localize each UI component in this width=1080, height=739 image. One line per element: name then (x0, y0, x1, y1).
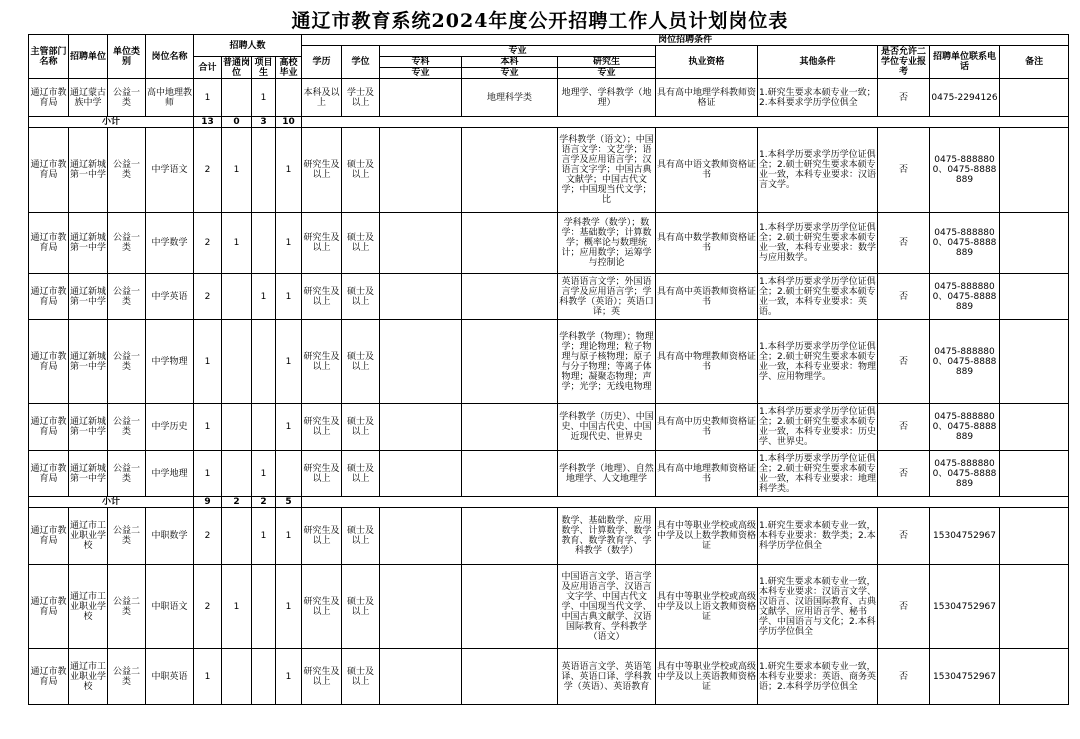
cell-degree: 硕士及以上 (342, 565, 380, 649)
cell-other: 1.本科学历要求学历学位证俱全；2.硕士研究生要求本硕专业一致，本科专业要求：物理学、应用物理学。 (758, 320, 878, 404)
cell-master: 学科教学（语文）；中国语言文学：文艺学；语言学及应用语言学；汉语言文字学；中国古典文献学；中国古代文学；中国现当代文学；比 (558, 128, 656, 213)
cell-master: 英语语言文学、英语笔译、英语口译、学科教学（英语）、英语教育 (558, 649, 656, 705)
cell-master: 学科教学（地理）、自然地理学、人文地理学 (558, 451, 656, 497)
cell-total: 1 (194, 79, 222, 117)
cell-project: 1 (252, 274, 276, 320)
header-degree: 学位 (342, 46, 380, 79)
cell-phone: 0475-8888800、0475-8888889 (930, 213, 1000, 274)
cell-post: 中职语文 (146, 565, 194, 649)
cell-general (222, 404, 252, 451)
cell-phone: 15304752967 (930, 565, 1000, 649)
cell-unit: 通辽市工业职业学校 (69, 649, 108, 705)
cell-edu: 研究生及以上 (302, 320, 342, 404)
cell-dept: 通辽市教育局 (29, 404, 69, 451)
cell-other: 1.研究生要求本硕专业一致，本科专业要求：英语、商务英语；2.本科学历学位俱全 (758, 649, 878, 705)
cell-remark (1000, 404, 1069, 451)
cell-type: 公益二类 (108, 565, 146, 649)
cell-junior (380, 404, 462, 451)
cell-other: 1.研究生要求本硕专业一致；2.本科要求学历学位俱全 (758, 79, 878, 117)
subtotal-blank (302, 117, 1069, 128)
cell-edu: 研究生及以上 (302, 404, 342, 451)
subtotal-label: 小计 (29, 497, 194, 508)
cell-type: 公益一类 (108, 79, 146, 117)
cell-phone: 0475-8888800、0475-8888889 (930, 320, 1000, 404)
cell-remark (1000, 320, 1069, 404)
cell-junior (380, 213, 462, 274)
cell-remark (1000, 649, 1069, 705)
cell-post: 中学地理 (146, 451, 194, 497)
cell-degree: 硕士及以上 (342, 213, 380, 274)
cell-post: 中学数学 (146, 213, 194, 274)
cell-other: 1.本科学历要求学历学位证俱全；2.硕士研究生要求本硕专业一致，本科专业要求：英语。 (758, 274, 878, 320)
cell-allow: 否 (878, 404, 930, 451)
cell-junior (380, 320, 462, 404)
cell-qual: 具有高中数学教师资格证书 (656, 213, 758, 274)
cell-phone: 0475-8888800、0475-8888889 (930, 274, 1000, 320)
header-bachelor: 本科 (462, 57, 558, 68)
cell-type: 公益一类 (108, 213, 146, 274)
subtotal-grad: 10 (276, 117, 302, 128)
cell-general: 1 (222, 565, 252, 649)
cell-unit: 通辽新城第一中学 (69, 274, 108, 320)
cell-other: 1.本科学历要求学历学位证俱全；2.硕士研究生要求本硕专业一致，本科专业要求：汉语言文学。 (758, 128, 878, 213)
cell-post: 高中地理教师 (146, 79, 194, 117)
cell-edu: 研究生及以上 (302, 649, 342, 705)
cell-grad: 1 (276, 274, 302, 320)
cell-bachelor (462, 565, 558, 649)
cell-post: 中职数学 (146, 508, 194, 565)
cell-total: 1 (194, 404, 222, 451)
cell-junior (380, 508, 462, 565)
cell-post: 中学语文 (146, 128, 194, 213)
header-junior-major: 专业 (380, 68, 462, 79)
cell-bachelor (462, 451, 558, 497)
cell-bachelor (462, 128, 558, 213)
cell-unit: 通辽新城第一中学 (69, 128, 108, 213)
cell-type: 公益二类 (108, 649, 146, 705)
cell-post: 中学物理 (146, 320, 194, 404)
cell-remark (1000, 128, 1069, 213)
cell-total: 2 (194, 128, 222, 213)
cell-total: 2 (194, 565, 222, 649)
cell-allow: 否 (878, 274, 930, 320)
cell-phone: 0475-8888800、0475-8888889 (930, 451, 1000, 497)
cell-general (222, 508, 252, 565)
cell-total: 2 (194, 274, 222, 320)
cell-type: 公益一类 (108, 274, 146, 320)
cell-dept: 通辽市教育局 (29, 128, 69, 213)
subtotal-label: 小计 (29, 117, 194, 128)
cell-bachelor (462, 649, 558, 705)
cell-remark (1000, 213, 1069, 274)
cell-allow: 否 (878, 565, 930, 649)
table-row (29, 451, 1069, 497)
cell-dept: 通辽市教育局 (29, 274, 69, 320)
cell-qual: 具有高中物理教师资格证书 (656, 320, 758, 404)
cell-grad: 1 (276, 404, 302, 451)
cell-master: 学科教学（物理）；物理学；理论物理；粒子物理与原子核物理；原子与分子物理；等离子体物理；凝聚态物理；声学；光学；无线电物理 (558, 320, 656, 404)
subtotal-general: 0 (222, 117, 252, 128)
cell-project: 1 (252, 508, 276, 565)
cell-dept: 通辽市教育局 (29, 565, 69, 649)
cell-master: 学科教学（数学）；数学：基础数学；计算数学；概率论与数理统计；应用数学；运筹学与控制论 (558, 213, 656, 274)
cell-phone: 0475-8888800、0475-8888889 (930, 128, 1000, 213)
cell-grad (276, 79, 302, 117)
cell-project (252, 404, 276, 451)
cell-junior (380, 451, 462, 497)
cell-project: 1 (252, 79, 276, 117)
header-qual: 执业资格 (656, 46, 758, 79)
cell-edu: 本科及以上 (302, 79, 342, 117)
cell-project (252, 649, 276, 705)
header-total: 合计 (194, 57, 222, 79)
cell-unit: 通辽新城第一中学 (69, 451, 108, 497)
cell-bachelor (462, 404, 558, 451)
cell-junior (380, 79, 462, 117)
cell-qual: 具有高中历史教师资格证书 (656, 404, 758, 451)
table-row (29, 508, 1069, 565)
cell-other: 1.研究生要求本硕专业一致，本科专业要求：汉语言文学、汉语言、汉语国际教育、古典文献学、应用语言学、秘书学、中国语言与文化；2.本科学历学位俱全 (758, 565, 878, 649)
cell-bachelor (462, 508, 558, 565)
cell-qual: 具有高中语文教师资格证书 (656, 128, 758, 213)
cell-degree: 硕士及以上 (342, 404, 380, 451)
cell-master: 地理学、学科教学（地理） (558, 79, 656, 117)
cell-general: 1 (222, 128, 252, 213)
cell-grad: 1 (276, 128, 302, 213)
header-master-major: 专业 (558, 68, 656, 79)
cell-remark (1000, 274, 1069, 320)
cell-junior (380, 565, 462, 649)
cell-unit: 通辽蒙古族中学 (69, 79, 108, 117)
cell-post: 中学历史 (146, 404, 194, 451)
header-other: 其他条件 (758, 46, 878, 79)
cell-qual: 具有高中地理学科教师资格证 (656, 79, 758, 117)
cell-master: 英语语言文学；外国语言学及应用语言学；学科教学（英语）；英语口译；英 (558, 274, 656, 320)
cell-total: 1 (194, 320, 222, 404)
cell-bachelor (462, 274, 558, 320)
cell-bachelor (462, 213, 558, 274)
cell-other: 1.本科学历要求学历学位证俱全；2.硕士研究生要求本硕专业一致，本科专业要求：地理科学类。 (758, 451, 878, 497)
cell-general (222, 79, 252, 117)
cell-edu: 研究生及以上 (302, 451, 342, 497)
cell-post: 中职英语 (146, 649, 194, 705)
cell-project (252, 128, 276, 213)
cell-degree: 硕士及以上 (342, 320, 380, 404)
cell-remark (1000, 565, 1069, 649)
header-row-1 (29, 35, 1069, 46)
cell-project (252, 213, 276, 274)
table-row (29, 128, 1069, 213)
recruitment-table (28, 34, 1069, 705)
cell-degree: 硕士及以上 (342, 649, 380, 705)
cell-allow: 否 (878, 320, 930, 404)
cell-dept: 通辽市教育局 (29, 649, 69, 705)
subtotal-total: 13 (194, 117, 222, 128)
header-edu: 学历 (302, 46, 342, 79)
header-dept: 主管部门名称 (29, 35, 69, 79)
cell-edu: 研究生及以上 (302, 565, 342, 649)
header-contact: 招聘单位联系电话 (930, 46, 1000, 79)
cell-master: 数学、基础数学、应用数学、计算数学、数学教育、数学教育学、学科教学（数学） (558, 508, 656, 565)
cell-dept: 通辽市教育局 (29, 508, 69, 565)
cell-master: 中国语言文学、语言学及应用语言学、汉语言文字学、中国古代文学、中国现当代文学、中国古典文献学、汉语国际教育、学科教学（语文） (558, 565, 656, 649)
cell-phone: 15304752967 (930, 649, 1000, 705)
cell-bachelor (462, 320, 558, 404)
subtotal-total: 9 (194, 497, 222, 508)
cell-post: 中学英语 (146, 274, 194, 320)
cell-grad: 1 (276, 649, 302, 705)
cell-allow: 否 (878, 649, 930, 705)
cell-allow: 否 (878, 508, 930, 565)
cell-other: 1.本科学历要求学历学位证俱全；2.硕士研究生要求本硕专业一致，本科专业要求：历史学、世界史。 (758, 404, 878, 451)
cell-grad: 1 (276, 565, 302, 649)
cell-qual: 具有中等职业学校或高级中学及以上语文教师资格证 (656, 565, 758, 649)
cell-qual: 具有高中英语教师资格证书 (656, 274, 758, 320)
table-row (29, 565, 1069, 649)
cell-edu: 研究生及以上 (302, 508, 342, 565)
cell-degree: 硕士及以上 (342, 508, 380, 565)
cell-total: 2 (194, 213, 222, 274)
cell-remark (1000, 451, 1069, 497)
cell-grad: 1 (276, 213, 302, 274)
cell-project (252, 565, 276, 649)
cell-phone: 15304752967 (930, 508, 1000, 565)
cell-project: 1 (252, 451, 276, 497)
cell-edu: 研究生及以上 (302, 128, 342, 213)
header-allow: 是否允许二学位专业报考 (878, 46, 930, 79)
cell-type: 公益一类 (108, 320, 146, 404)
cell-junior (380, 274, 462, 320)
cell-qual: 具有中等职业学校或高级中学及以上英语教师资格证 (656, 649, 758, 705)
cell-junior (380, 128, 462, 213)
cell-dept: 通辽市教育局 (29, 79, 69, 117)
cell-total: 1 (194, 451, 222, 497)
cell-total: 2 (194, 508, 222, 565)
cell-dept: 通辽市教育局 (29, 451, 69, 497)
header-graduate: 高校毕业 (276, 57, 302, 79)
subtotal-general: 2 (222, 497, 252, 508)
subtotal-grad: 5 (276, 497, 302, 508)
cell-allow: 否 (878, 128, 930, 213)
cell-unit: 通辽新城第一中学 (69, 404, 108, 451)
header-unit-type: 单位类别 (108, 35, 146, 79)
subtotal-blank (302, 497, 1069, 508)
header-condition-group: 岗位招聘条件 (302, 35, 1069, 46)
header-bachelor-major: 专业 (462, 68, 558, 79)
page-title: 通辽市教育系统2024年度公开招聘工作人员计划岗位表 (291, 10, 789, 32)
cell-general (222, 649, 252, 705)
table-row (29, 79, 1069, 117)
cell-qual: 具有高中地理教师资格证书 (656, 451, 758, 497)
cell-remark (1000, 508, 1069, 565)
cell-general (222, 320, 252, 404)
cell-unit: 通辽市工业职业学校 (69, 565, 108, 649)
cell-edu: 研究生及以上 (302, 213, 342, 274)
header-post: 岗位名称 (146, 35, 194, 79)
cell-allow: 否 (878, 451, 930, 497)
cell-unit: 通辽市工业职业学校 (69, 508, 108, 565)
cell-grad (276, 451, 302, 497)
cell-type: 公益一类 (108, 404, 146, 451)
header-unit: 招聘单位 (69, 35, 108, 79)
cell-allow: 否 (878, 79, 930, 117)
cell-degree: 学士及以上 (342, 79, 380, 117)
cell-total: 1 (194, 649, 222, 705)
header-general: 普通岗位 (223, 57, 251, 78)
cell-remark (1000, 79, 1069, 117)
cell-general: 1 (222, 213, 252, 274)
header-project: 项目生 (252, 57, 276, 79)
table-row (29, 320, 1069, 404)
subtotal-row (29, 497, 1069, 508)
subtotal-row (29, 117, 1069, 128)
cell-master: 学科教学（历史）、中国史、中国古代史、中国近现代史、世界史 (558, 404, 656, 451)
cell-edu: 研究生及以上 (302, 274, 342, 320)
subtotal-project: 2 (252, 497, 276, 508)
cell-general (222, 274, 252, 320)
table-row (29, 649, 1069, 705)
cell-type: 公益二类 (108, 508, 146, 565)
cell-other: 1.研究生要求本硕专业一致，本科专业要求：数学类；2.本科学历学位俱全 (758, 508, 878, 565)
header-junior: 专科 (380, 57, 462, 68)
cell-bachelor: 地理科学类 (462, 79, 558, 117)
cell-dept: 通辽市教育局 (29, 213, 69, 274)
cell-other: 1.本科学历要求学历学位证俱全；2.硕士研究生要求本硕专业一致，本科专业要求：数学与应用数学。 (758, 213, 878, 274)
cell-phone: 0475-8888800、0475-8888889 (930, 404, 1000, 451)
subtotal-project: 3 (252, 117, 276, 128)
cell-unit: 通辽新城第一中学 (69, 213, 108, 274)
table-row (29, 213, 1069, 274)
header-major: 专业 (380, 46, 656, 57)
cell-junior (380, 649, 462, 705)
cell-general (222, 451, 252, 497)
cell-type: 公益一类 (108, 451, 146, 497)
header-quota: 招聘人数 (194, 35, 302, 57)
cell-unit: 通辽新城第一中学 (69, 320, 108, 404)
cell-qual: 具有中等职业学校或高级中学及以上数学教师资格证 (656, 508, 758, 565)
header-remark: 备注 (1000, 46, 1069, 79)
cell-dept: 通辽市教育局 (29, 320, 69, 404)
cell-grad: 1 (276, 320, 302, 404)
cell-project (252, 320, 276, 404)
cell-phone: 0475-2294126 (930, 79, 1000, 117)
table-row (29, 274, 1069, 320)
cell-degree: 硕士及以上 (342, 274, 380, 320)
cell-allow: 否 (878, 213, 930, 274)
cell-grad: 1 (276, 508, 302, 565)
table-row (29, 404, 1069, 451)
header-master: 研究生 (558, 57, 656, 68)
cell-degree: 硕士及以上 (342, 128, 380, 213)
cell-type: 公益一类 (108, 128, 146, 213)
cell-degree: 硕士及以上 (342, 451, 380, 497)
